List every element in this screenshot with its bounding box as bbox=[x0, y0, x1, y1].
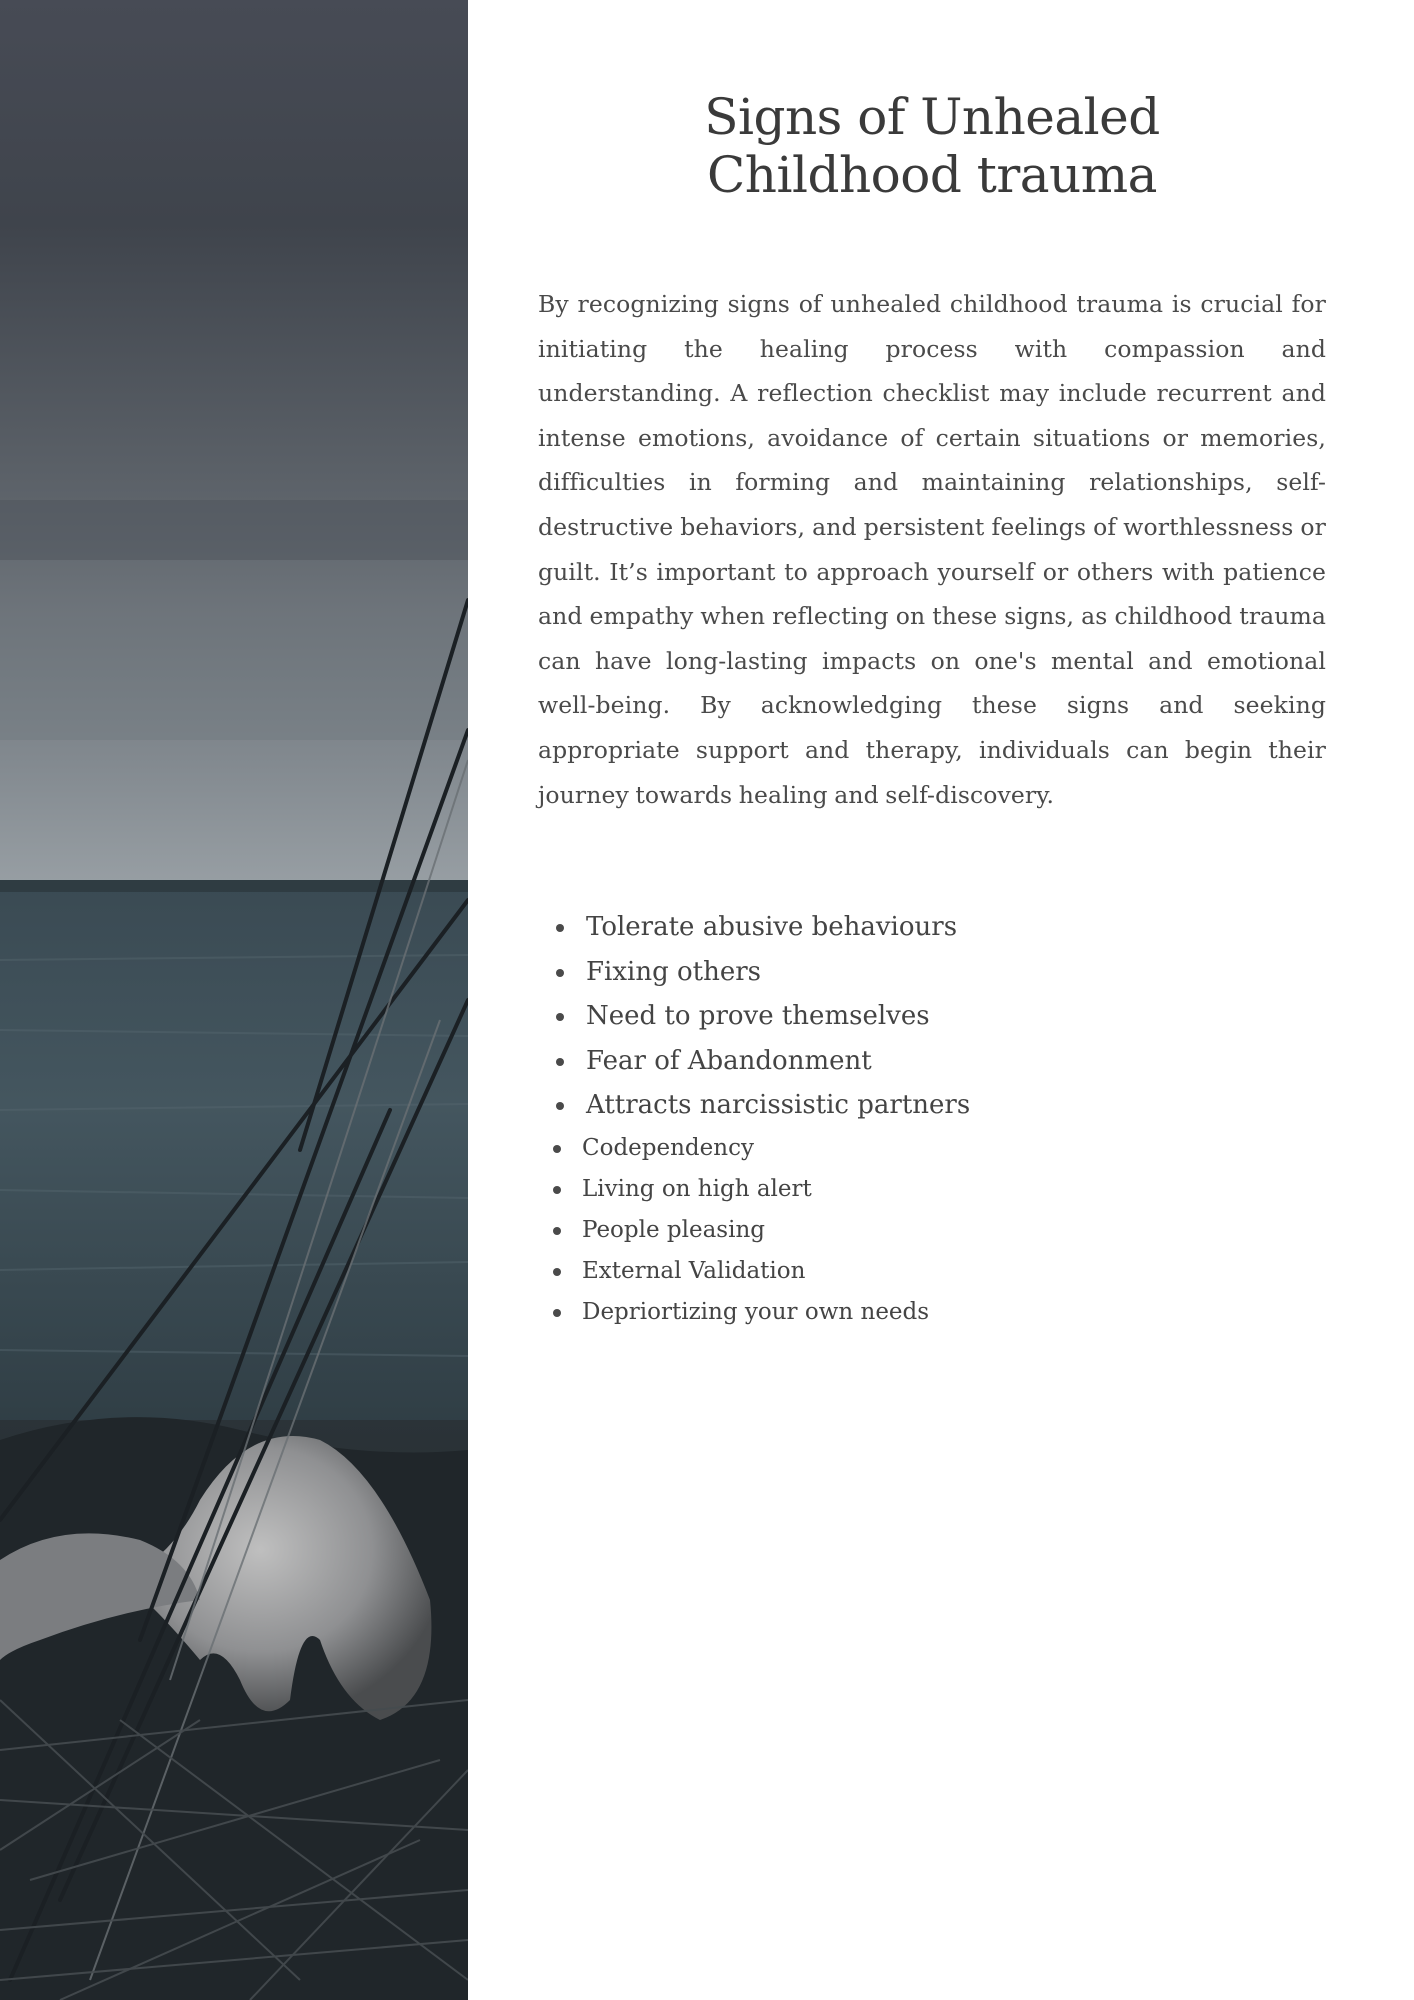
intro-paragraph: By recognizing signs of unhealed childhood trauma is crucial for initiating the healing process with compassion and understanding. A reflection checklist may include recurrent and intense emotions, avoidance of certain situations or memories, difficulties in forming and maintaining relationships, self-destructive behaviors, and persistent feelings of worthlessness or guilt. It’s important to approach yourself or others with patience and empathy when reflecting on these signs, as childhood trauma can have long-lasting impacts on one's mental and emotional well-being. By acknowledging these signs and seeking appropriate support and therapy, individuals can begin their journey towards healing and self-discovery. bbox=[538, 290, 1326, 809]
list-item: Codependency bbox=[538, 1128, 1326, 1169]
page-title bbox=[538, 88, 1326, 204]
list-item: Depriortizing your own needs bbox=[538, 1292, 1326, 1333]
signs-list bbox=[538, 905, 1326, 1333]
title-line-2: Childhood trauma bbox=[707, 146, 1157, 204]
list-item: Attracts narcissistic partners bbox=[538, 1083, 1326, 1128]
list-item: Living on high alert bbox=[538, 1169, 1326, 1210]
cover-photo bbox=[0, 0, 468, 2000]
list-item: Need to prove themselves bbox=[538, 994, 1326, 1039]
list-item: Fixing others bbox=[538, 950, 1326, 995]
list-item: External Validation bbox=[538, 1251, 1326, 1292]
list-item: Fear of Abandonment bbox=[538, 1039, 1326, 1084]
list-item: People pleasing bbox=[538, 1210, 1326, 1251]
text-column bbox=[538, 0, 1326, 2000]
stormy-sea-photo bbox=[0, 0, 468, 2000]
title-line-1: Signs of Unhealed bbox=[704, 88, 1160, 146]
list-item: Tolerate abusive behaviours bbox=[538, 905, 1326, 950]
